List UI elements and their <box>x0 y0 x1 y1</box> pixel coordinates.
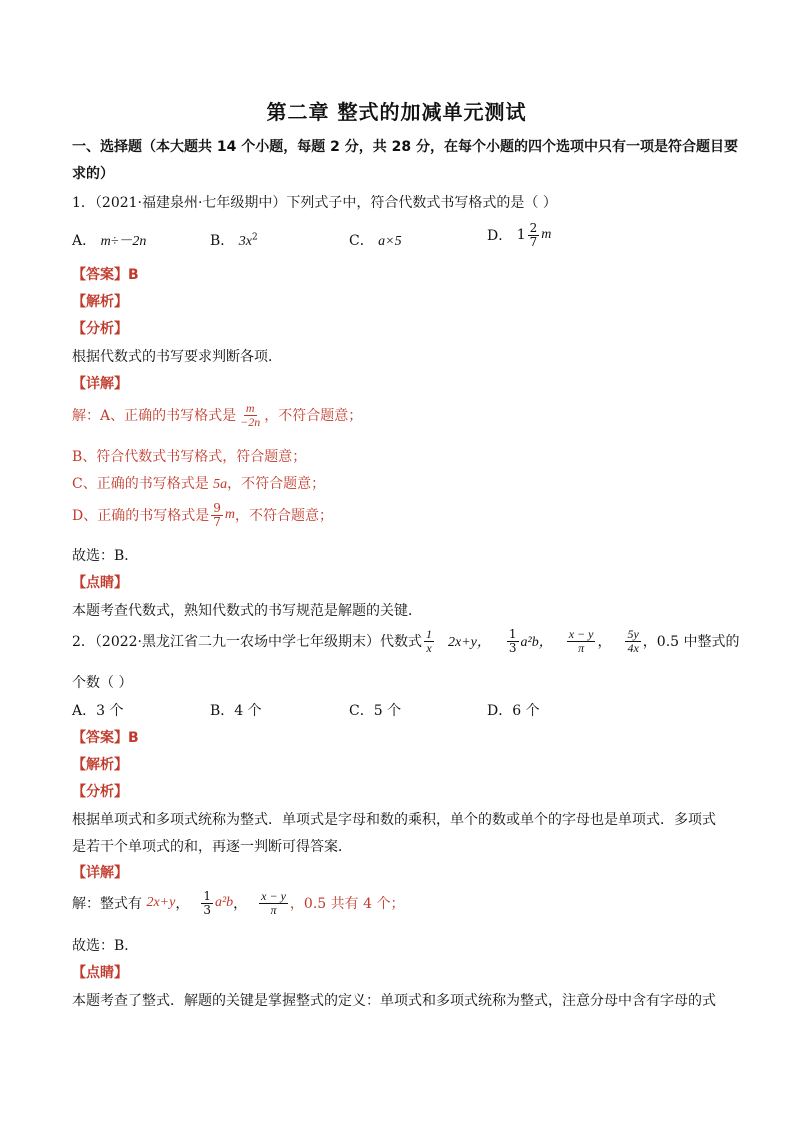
q1-solution-d: D、正确的书写格式是 $\frac{9}{7}$ m，不符合题意； <box>72 501 333 529</box>
q1-choose: 故选：B． <box>72 548 139 564</box>
q2-option-d: D．6 个 <box>487 703 540 719</box>
q2-fenxi-line1: 根据单项式和多项式统称为整式．单项式是字母和数的乘积，单个的数或单个的字母也是单项式．多项式 <box>72 812 716 828</box>
q1-option-c: C． a×5 <box>349 233 402 249</box>
q2-option-a: A．3 个 <box>72 703 124 719</box>
q1-option-b: B． $3x^2$ <box>210 232 258 249</box>
q1-solution-b: B、符合代数式书写格式，符合题意； <box>72 449 307 465</box>
q2-fenxi-line2: 是若干个单项式的和，再逐一判断可得答案． <box>72 839 352 855</box>
q2-analysis-tag: 【解析】 <box>72 757 128 773</box>
q1-stem: 1．（2021·福建泉州·七年级期中）下列式子中，符合代数式书写格式的是（ ） <box>72 195 557 211</box>
q2-choose: 故选：B． <box>72 938 139 954</box>
q2-stem: 2．（2022·黑龙江省二九一农场中学七年级期末）代数式 $\frac{1}{x}$ 2x+y， $\frac{1}{3}$ a²b， $\frac{x - y}{\pi}$ ， $\frac{5y}{4x}$ ，0.5 中整式的 <box>72 627 740 655</box>
q2-option-b: B．4 个 <box>210 703 262 719</box>
q1-fenxi: 根据代数式的书写要求判断各项． <box>72 349 282 365</box>
q2-comment-tag: 【点睛】 <box>72 965 128 981</box>
q1-answer: 【答案】B <box>72 267 139 283</box>
q2-option-c: C．5 个 <box>349 703 402 719</box>
q2-comment: 本题考查了整式．解题的关键是掌握整式的定义：单项式和多项式统称为整式，注意分母中含有字母的式 <box>72 993 716 1009</box>
q1-fenxi-tag: 【分析】 <box>72 321 128 337</box>
q2-stem-line2: 个数（ ） <box>72 675 133 691</box>
q2-fenxi-tag: 【分析】 <box>72 784 128 800</box>
q1-solution-a: 解：A、正确的书写格式是 $\frac{m}{-2n}$ ，不符合题意； <box>72 401 363 429</box>
q1-comment-tag: 【点睛】 <box>72 575 128 591</box>
q1-option-a: A． m÷－2n <box>72 233 147 249</box>
q2-answer: 【答案】B <box>72 730 139 746</box>
q2-detail-tag: 【详解】 <box>72 865 128 881</box>
q1-solution-c: C、正确的书写格式是 5a，不符合题意； <box>72 476 326 492</box>
q1-option-d: D． 1 $\frac{2}{7}$ m <box>487 221 552 249</box>
q1-detail-tag: 【详解】 <box>72 376 128 392</box>
section-heading-line1: 一、选择题（本大题共 14 个小题，每题 2 分，共 28 分，在每个小题的四个选项中只有一项是符合题目要 <box>72 139 738 155</box>
q1-comment: 本题考查代数式，熟知代数式的书写规范是解题的关键． <box>72 603 422 619</box>
q2-solution: 解：整式有 2x+y， $\frac{1}{3}$ a²b， $\frac{x - y}{\pi}$ ，0.5 共有 4 个； <box>72 889 405 917</box>
section-heading-line2: 求的） <box>72 166 114 182</box>
q1-analysis-tag: 【解析】 <box>72 294 128 310</box>
page-title: 第二章 整式的加减单元测试 <box>266 100 527 124</box>
